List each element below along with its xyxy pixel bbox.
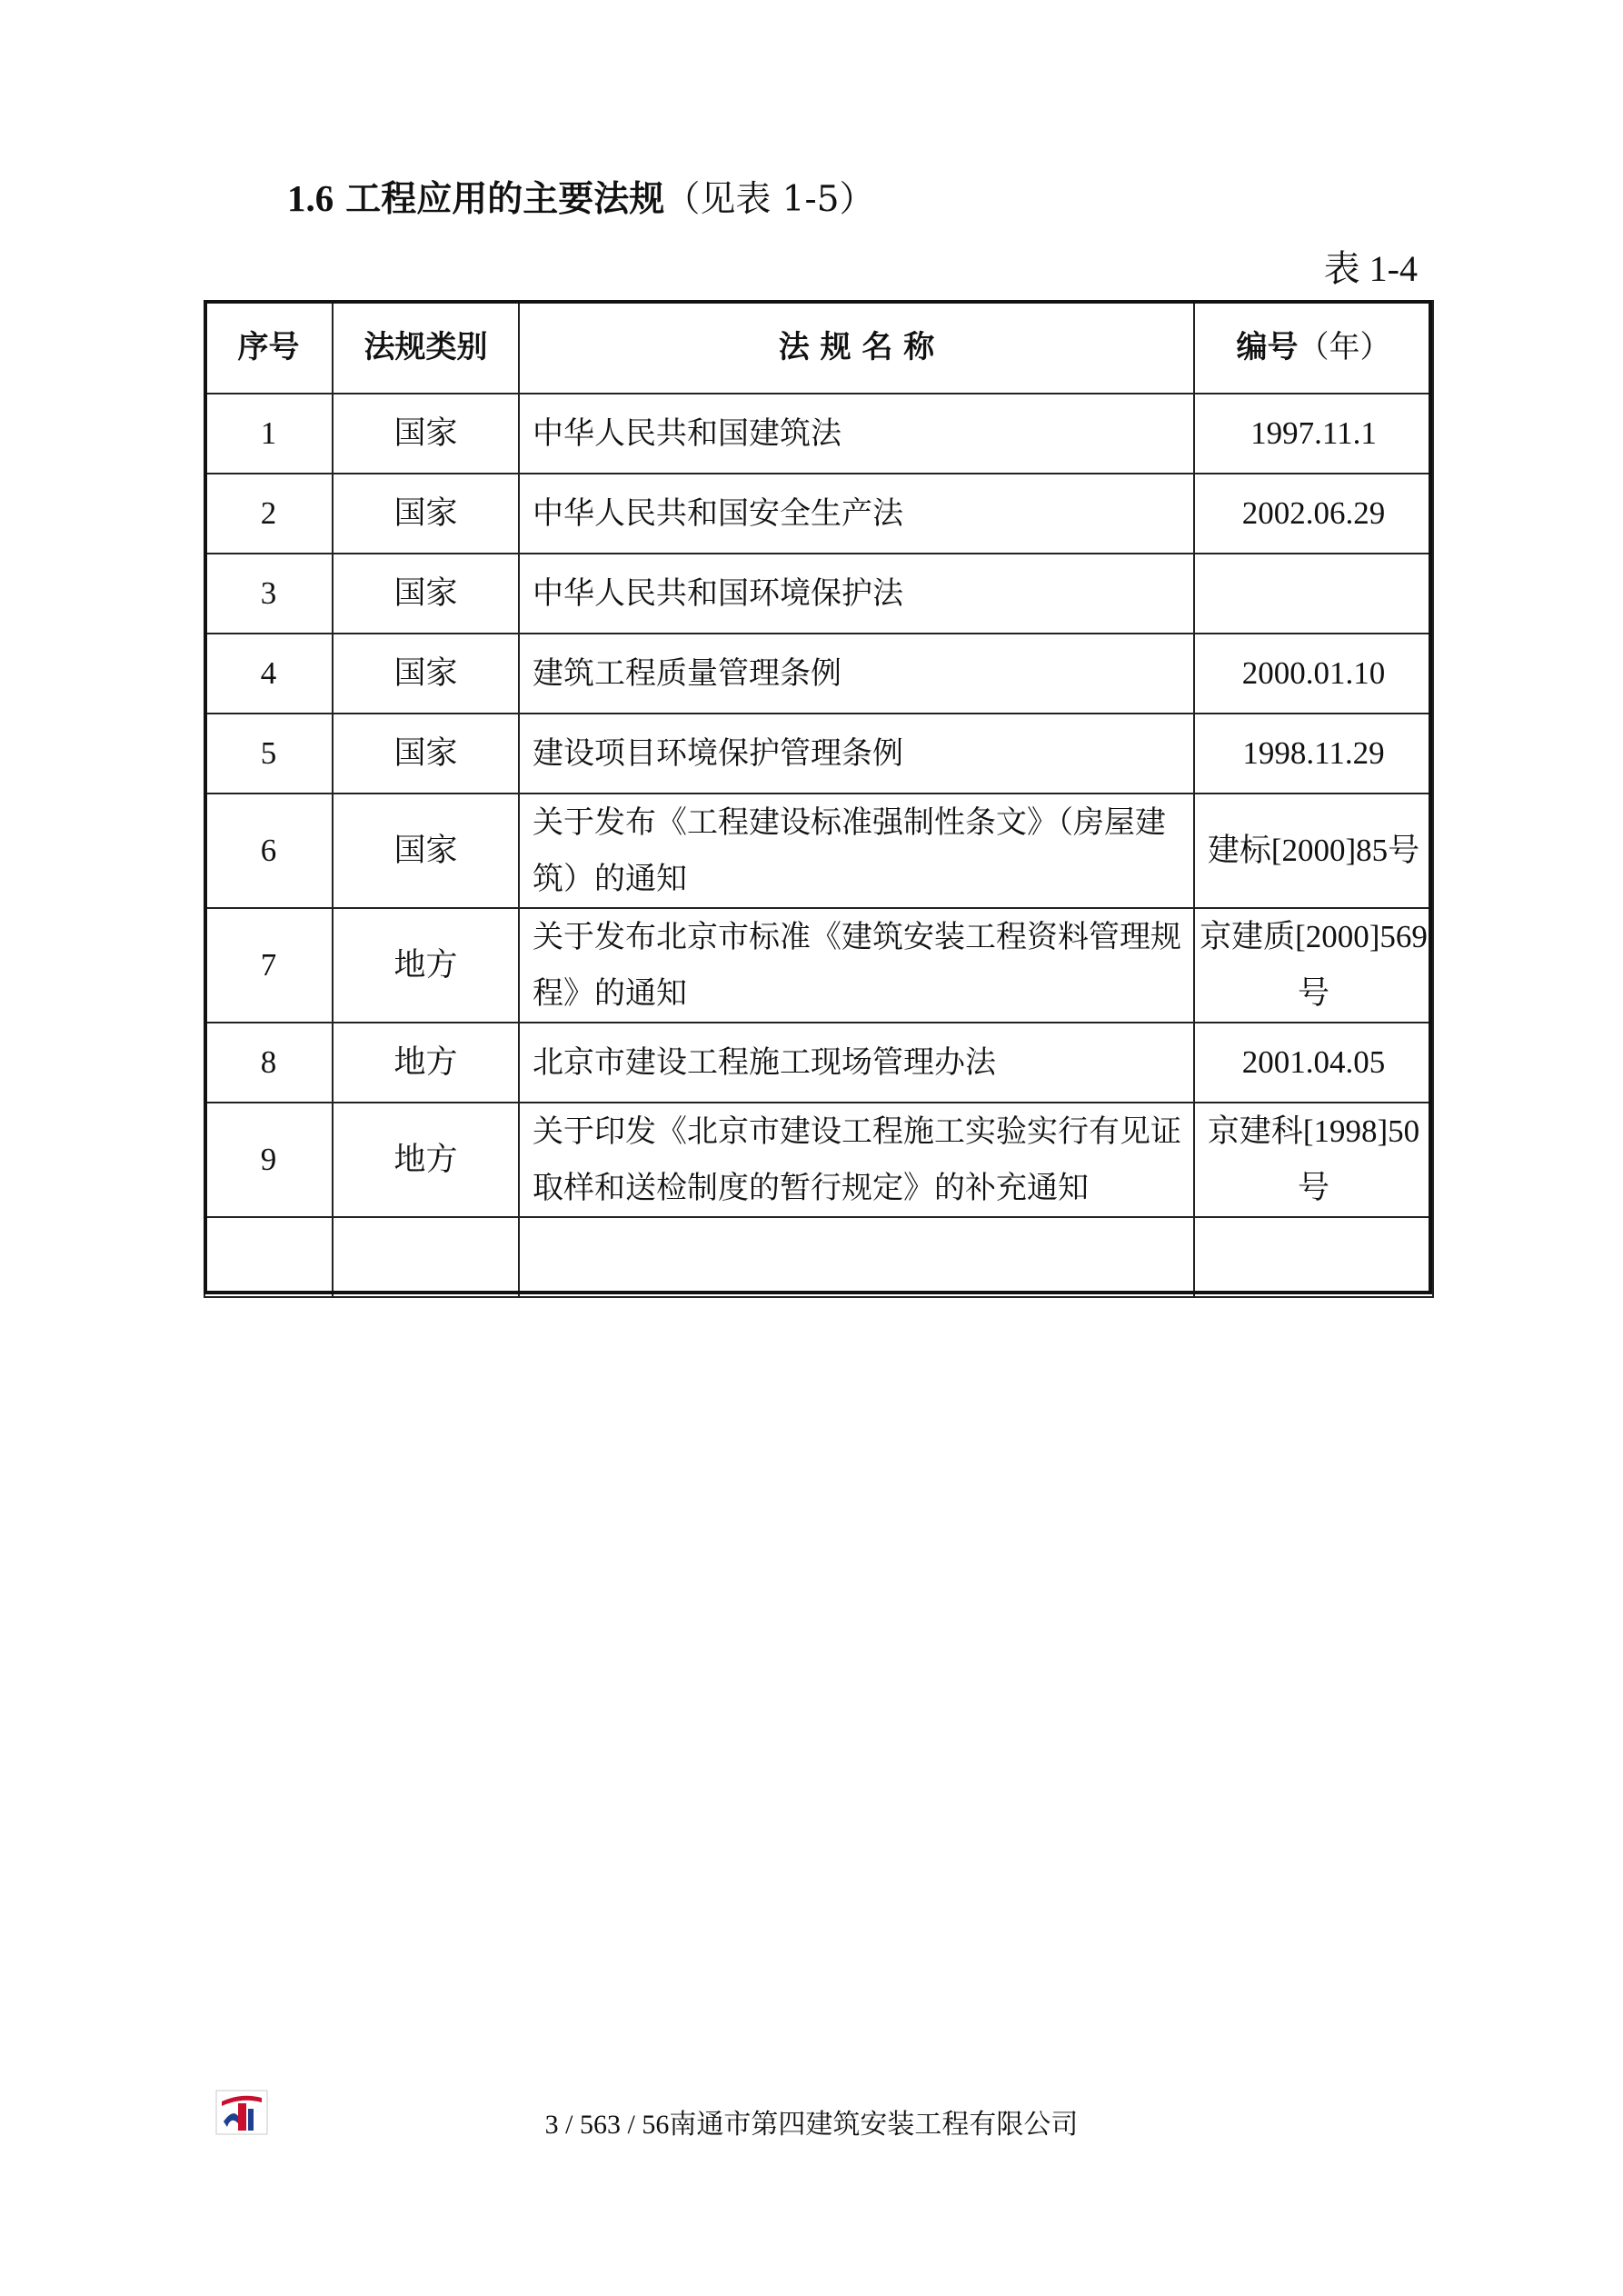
page-info: 3 / 563 / 56 <box>544 2110 670 2140</box>
row-name: 中华人民共和国建筑法 <box>519 394 1194 474</box>
row-code <box>1194 1217 1433 1297</box>
row-code: 1997.11.1 <box>1194 394 1433 474</box>
table-row <box>204 394 1433 474</box>
row-name: 关于发布北京市标准《建筑安装工程资料管理规程》的通知 <box>519 908 1194 1023</box>
row-category: 国家 <box>333 394 519 474</box>
header-code-label: 编号 <box>1236 329 1299 365</box>
page-footer <box>0 2105 1623 2145</box>
row-category: 国家 <box>333 474 519 554</box>
header-name: 法 规 名 称 <box>519 301 1194 394</box>
row-category: 地方 <box>333 1023 519 1103</box>
regulations-table <box>204 300 1434 1298</box>
row-name <box>519 1217 1194 1297</box>
row-category: 国家 <box>333 714 519 794</box>
row-code: 2001.04.05 <box>1194 1023 1433 1103</box>
row-name: 中华人民共和国安全生产法 <box>519 474 1194 554</box>
row-code: 1998.11.29 <box>1194 714 1433 794</box>
row-code: 京建质[2000]569 号 <box>1194 908 1433 1023</box>
row-index: 6 <box>204 794 333 908</box>
row-code: 建标[2000]85号 <box>1194 794 1433 908</box>
row-code <box>1194 554 1433 634</box>
table-row <box>204 554 1433 634</box>
table-row <box>204 1103 1433 1217</box>
row-name: 建设项目环境保护管理条例 <box>519 714 1194 794</box>
row-name: 关于印发《北京市建设工程施工实验实行有见证取样和送检制度的暂行规定》的补充通知 <box>519 1103 1194 1217</box>
section-heading <box>287 171 875 227</box>
header-code-suffix: （年） <box>1298 329 1391 365</box>
row-index: 4 <box>204 634 333 714</box>
row-code: 京建科[1998]50 号 <box>1194 1103 1433 1217</box>
row-name: 关于发布《工程建设标准强制性条文》（房屋建筑）的通知 <box>519 794 1194 908</box>
row-name: 北京市建设工程施工现场管理办法 <box>519 1023 1194 1103</box>
table-row <box>204 634 1433 714</box>
row-index: 9 <box>204 1103 333 1217</box>
row-index: 1 <box>204 394 333 474</box>
section-number: 1.6 <box>287 177 334 219</box>
table-row <box>204 794 1433 908</box>
row-index: 5 <box>204 714 333 794</box>
row-category <box>333 1217 519 1297</box>
row-name: 建筑工程质量管理条例 <box>519 634 1194 714</box>
header-code <box>1194 301 1433 394</box>
row-index: 3 <box>204 554 333 634</box>
row-code: 2000.01.10 <box>1194 634 1433 714</box>
row-category: 国家 <box>333 634 519 714</box>
row-category: 国家 <box>333 554 519 634</box>
section-reference: （见表 1-5） <box>664 179 875 220</box>
row-category: 地方 <box>333 908 519 1023</box>
table-row <box>204 714 1433 794</box>
header-index: 序号 <box>204 301 333 394</box>
row-index <box>204 1217 333 1297</box>
row-index: 2 <box>204 474 333 554</box>
header-category: 法规类别 <box>333 301 519 394</box>
section-title: 工程应用的主要法规 <box>345 179 665 220</box>
row-category: 国家 <box>333 794 519 908</box>
table-row <box>204 474 1433 554</box>
row-name: 中华人民共和国环境保护法 <box>519 554 1194 634</box>
table-row-empty <box>204 1217 1433 1297</box>
row-index: 7 <box>204 908 333 1023</box>
row-category: 地方 <box>333 1103 519 1217</box>
row-code: 2002.06.29 <box>1194 474 1433 554</box>
table-row <box>204 1023 1433 1103</box>
table-row <box>204 908 1433 1023</box>
table-caption: 表 1-4 <box>1323 248 1418 289</box>
company-name: 南通市第四建筑安装工程有限公司 <box>669 2109 1079 2141</box>
table-header-row <box>204 301 1433 394</box>
row-index: 8 <box>204 1023 333 1103</box>
